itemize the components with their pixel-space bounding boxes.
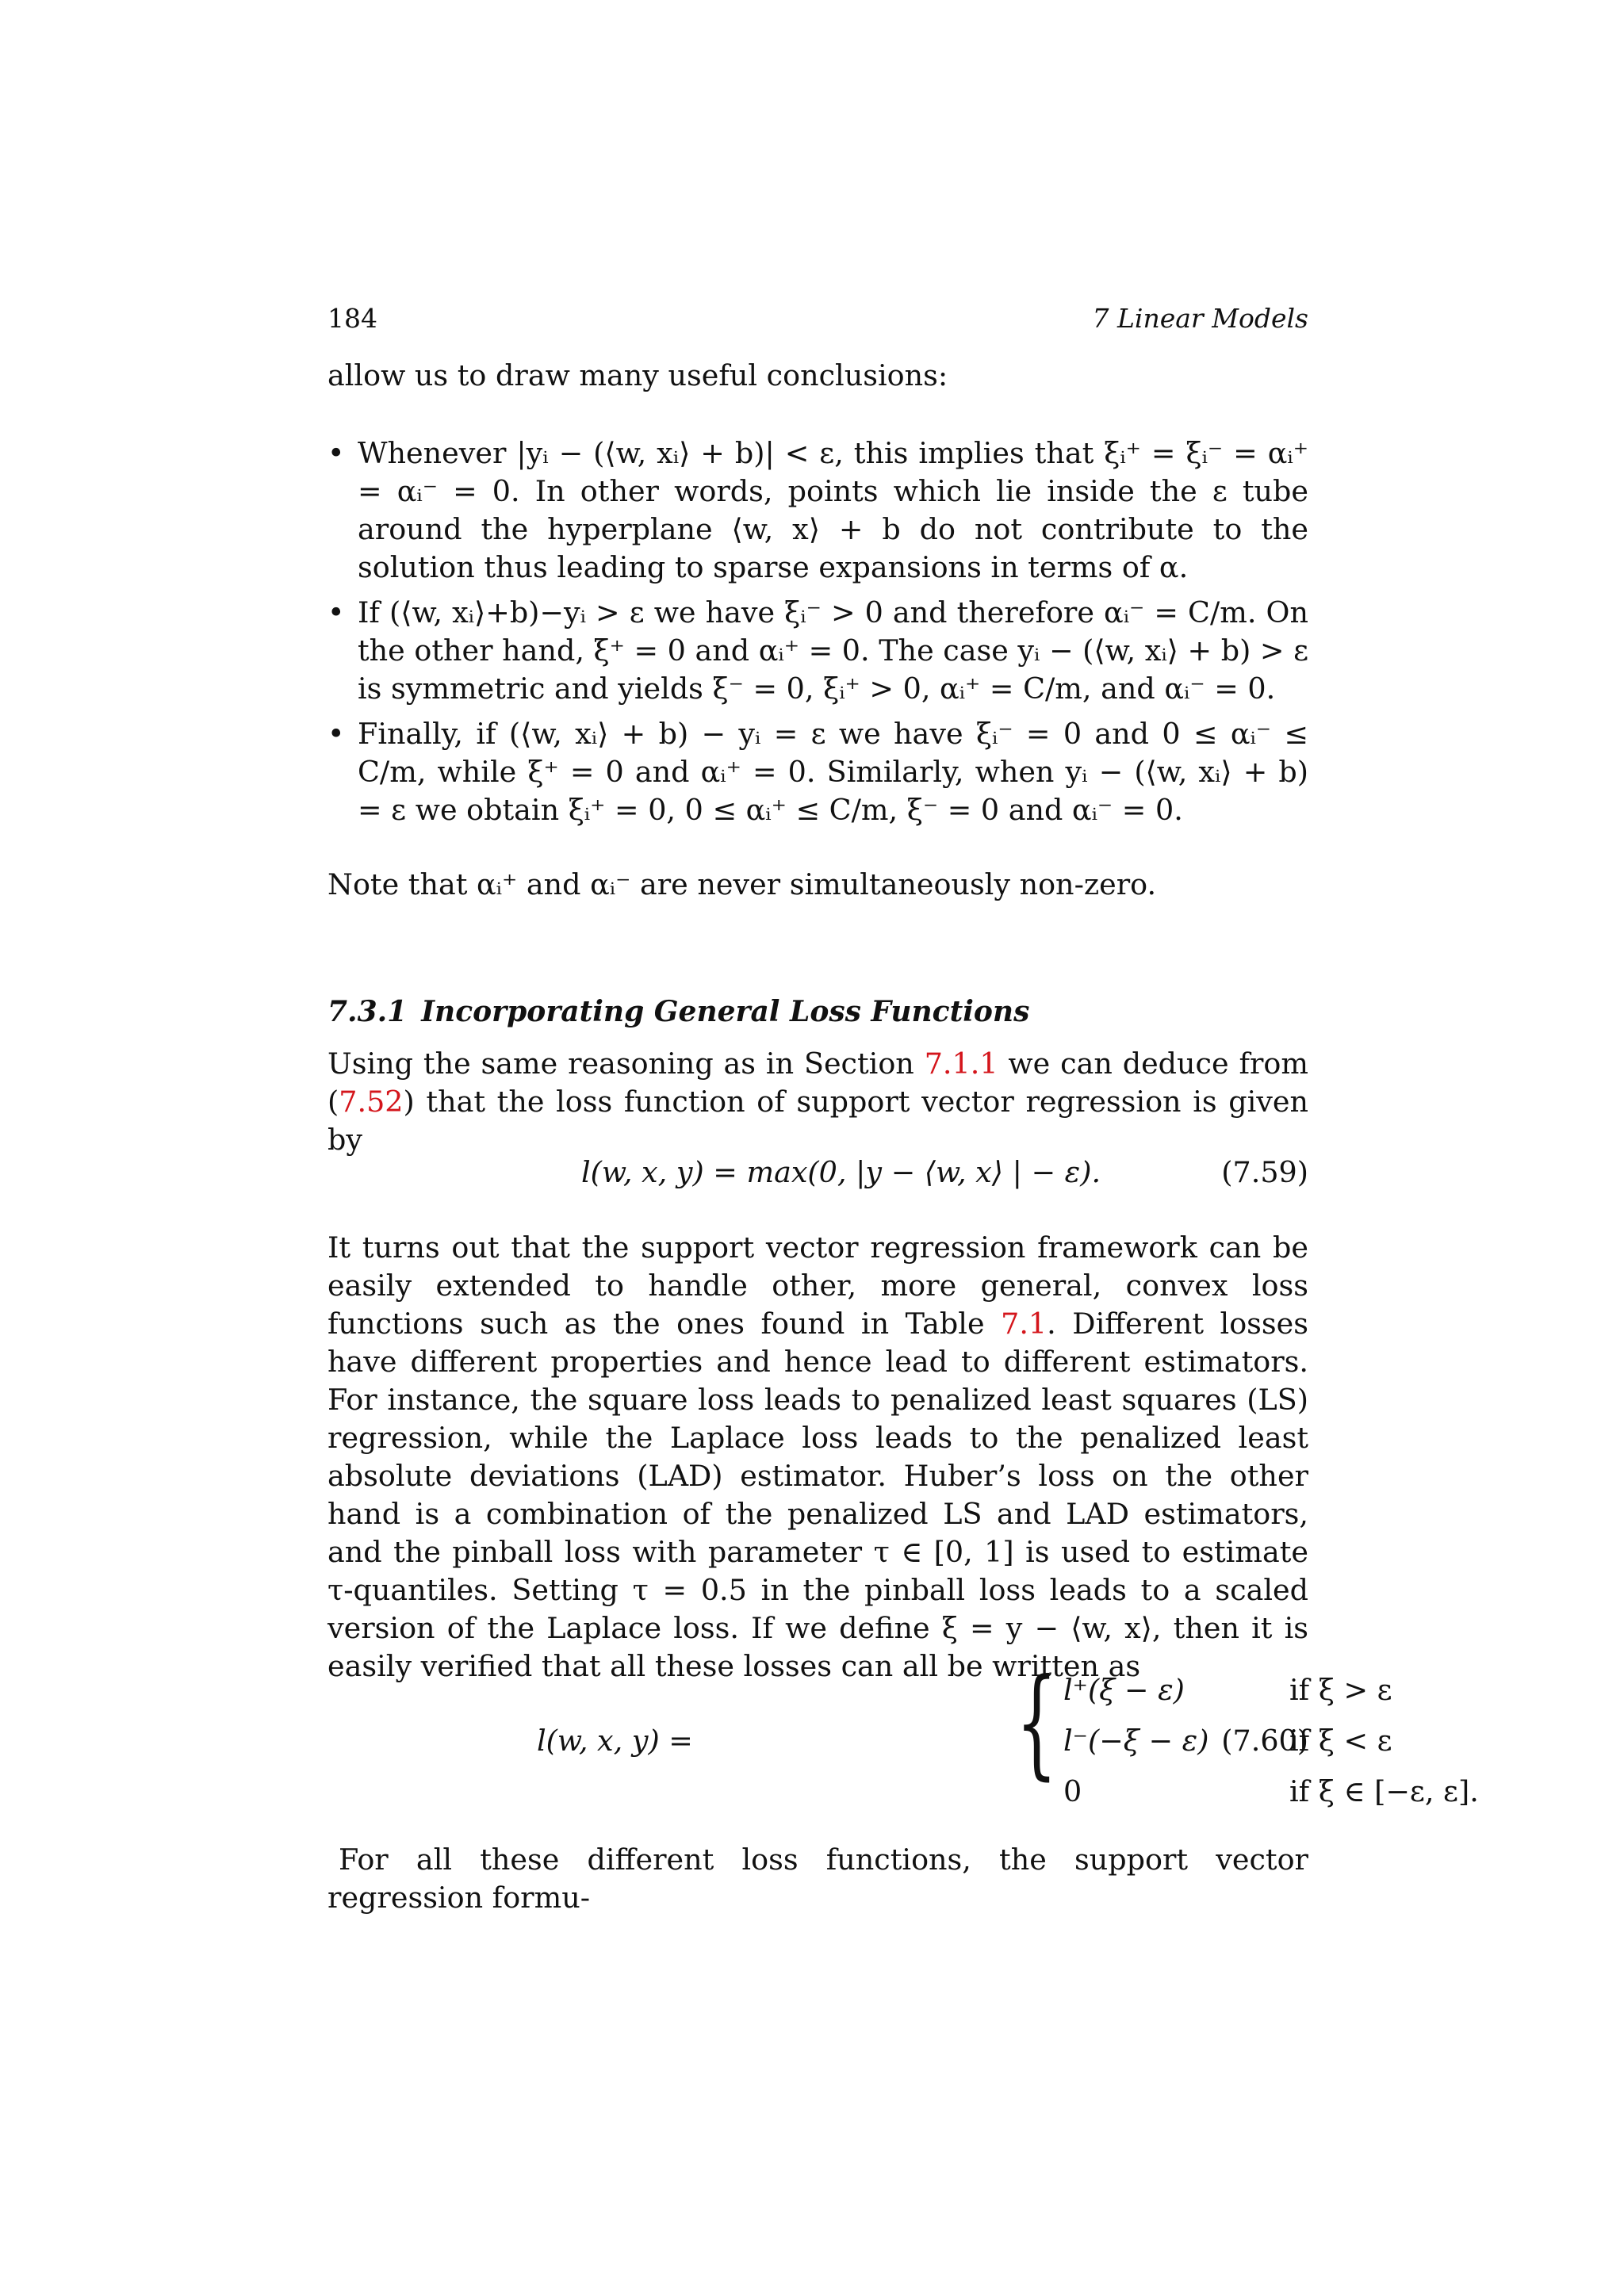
chapter-title: 7 Linear Models (1092, 303, 1308, 334)
equation-lhs: l(w, x, y) = (537, 1724, 693, 1758)
list-item: • Whenever |yᵢ − (⟨w, xᵢ⟩ + b)| < ε, this implies that ξᵢ⁺ = ξᵢ⁻ = αᵢ⁺ = αᵢ⁻ = 0. In other words, points which lie inside the ε tube around the hyperplane ⟨w, x⟩ + b do not contribute to the solution thus leading to sparse expansions in terms of α. (327, 436, 1308, 584)
section-ref-link[interactable]: 7.1.1 (924, 1047, 998, 1081)
list-item: • Finally, if (⟨w, xᵢ⟩ + b) − yᵢ = ε we have ξᵢ⁻ = 0 and 0 ≤ αᵢ⁻ ≤ C/m, while ξ⁺ = 0 and αᵢ⁺ = 0. Similarly, when yᵢ − (⟨w, xᵢ⟩ + b) = ε we obtain ξᵢ⁺ = 0, 0 ≤ αᵢ⁺ ≤ C/m, ξ⁻ = 0 and αᵢ⁻ = 0. (327, 717, 1308, 827)
running-header (327, 303, 1308, 334)
intro-line: allow us to draw many useful conclusions: (327, 358, 948, 392)
table-ref-link[interactable]: 7.1 (1001, 1307, 1048, 1341)
equation-number: (7.60) (1221, 1724, 1308, 1758)
case-row: l⁺(ξ − ε) if ξ > ε (1063, 1673, 1392, 1707)
paragraph-3: For all these different loss functions, the support vector regression formu- (327, 1843, 1308, 1915)
case-row: l⁻(−ξ − ε) if ξ < ε (1063, 1724, 1392, 1758)
section-number: 7.3.1 (327, 995, 408, 1028)
equation-7-59 (327, 1155, 1308, 1193)
section-heading (327, 995, 1044, 1028)
equation-7-60 (327, 1654, 1479, 1816)
equation-ref-link[interactable]: 7.52 (339, 1085, 404, 1119)
case-row: 0 if ξ ∈ [−ε, ε]. (1063, 1774, 1479, 1808)
left-brace: { (1016, 1654, 1058, 1792)
equation-body: l(w, x, y) = max(0, |y − ⟨w, x⟩ | − ε). (581, 1155, 1101, 1189)
section-title: Incorporating General Loss Functions (421, 995, 1030, 1028)
paragraph-1: Using the same reasoning as in Section 7.1.1 we can deduce from (7.52) that the loss function of support vector regression is given by (327, 1047, 1308, 1157)
page-number: 184 (327, 303, 377, 334)
equation-number: (7.59) (1221, 1155, 1308, 1189)
list-item: • If (⟨w, xᵢ⟩+b)−yᵢ > ε we have ξᵢ⁻ > 0 and therefore αᵢ⁻ = C/m. On the other hand, ξ⁺ = 0 and αᵢ⁺ = 0. The case yᵢ − (⟨w, xᵢ⟩ + b) > ε is symmetric and yields ξ⁻ = 0, ξᵢ⁺ > 0, αᵢ⁺ = C/m, and αᵢ⁻ = 0. (327, 595, 1309, 706)
paragraph-2: It turns out that the support vector regression framework can be easily extended to handle other, more general, convex loss functions such as the ones found in Table 7.1. Different losses have different properties and hence lead to different estimators. For instance, the square loss leads to penalized least squares (LS) regression, while the Laplace loss leads to the penalized least absolute deviations (LAD) estimator. Huber’s loss on the other hand is a combination of the penalized LS and LAD estimators, and the pinball loss with parameter τ ∈ [0, 1] is used to estimate τ-quantiles. Setting τ = 0.5 in the pinball loss leads to a scaled version of the Laplace loss. If we define ξ = y − ⟨w, x⟩, then it is easily verified that all these losses can all be written as (327, 1230, 1308, 1683)
note-paragraph: Note that αᵢ⁺ and αᵢ⁻ are never simultaneously non-zero. (327, 867, 1157, 901)
conclusions-list (327, 434, 1308, 836)
